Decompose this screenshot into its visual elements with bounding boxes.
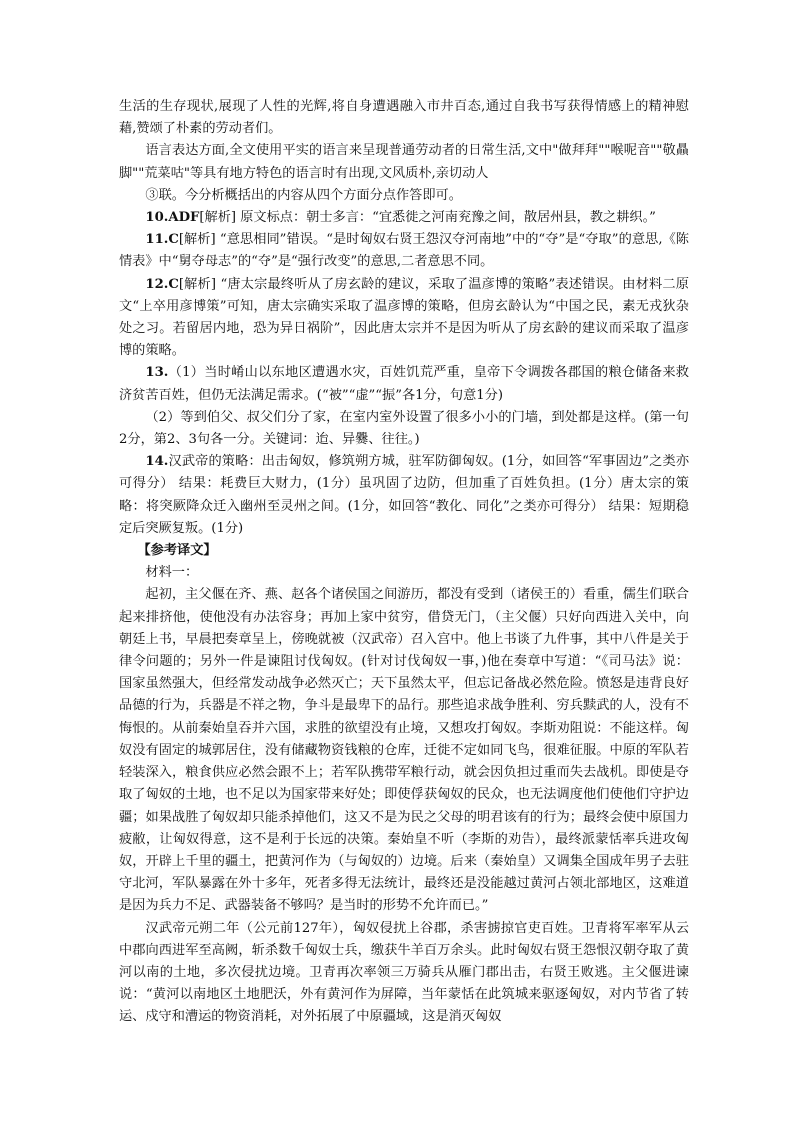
q12-text: [解析] “唐太宗最终听从了房玄龄的建议，采取了温彦博的策略”表述错误。由材料二原文“上卒用彦博策”可知，唐太宗确实采取了温彦博的策略，但房玄龄认为“中国之民，素无戎狄杂处之习。若留居内地，恐为异日祸阶”，因此唐太宗并不是因为听从了房玄龄的建议而采取了温彦博的策略。 — [119, 276, 689, 359]
q13-text-1: （1）当时崤山以东地区遭遇水灾，百姓饥荒严重，皇帝下令调拨各郡国的粮仓储备来救济贫苦百姓，但仍无法满足需求。(“被”“虚”“振”各1分，句意1分) — [119, 365, 689, 403]
answer-q13-part1 — [119, 362, 689, 406]
answer-q11 — [119, 229, 689, 273]
q11-number: 11.C — [145, 232, 179, 248]
q14-number: 14. — [145, 454, 169, 470]
q10-number: 10.ADF — [145, 210, 200, 226]
answer-q13-part2: （2）等到伯父、叔父们分了家，在室内室外设置了很多小小的门墙，到处都是这样。(第一句2分，第2、3句各一分。关键词：迨、异爨、往往。) — [119, 409, 689, 448]
answer-paragraph-1: 生活的生存现状,展现了人性的光辉,将自身遭遇融入市井百态,通过自我书写获得情感上的精神慰藉,赞颂了朴素的劳动者们。 — [119, 99, 689, 137]
translation-heading: 【参考译文】 — [137, 543, 217, 559]
q13-number: 13. — [145, 365, 169, 381]
q12-number: 12.C — [145, 276, 179, 292]
q10-text: [解析] 原文标点：朝士多言：“宜悉徙之河南兖豫之间，散居州县，教之耕织。” — [199, 210, 656, 226]
q14-text: 汉武帝的策略：出击匈奴，修筑朔方城，驻军防御匈奴。(1分，如回答“军事固边”之类亦可得分） 结果：耗费巨大财力，(1分）虽巩固了边防，但加重了百姓负担。(1分）唐太宗的策略：将突厥降众迁入幽州至灵州之间。(1分，如回答“教化、同化”之类亦可得分） 结果：短期稳定后突厥复叛。(1分) — [119, 454, 689, 536]
document-page — [119, 96, 689, 1029]
material-label: 材料一： — [145, 565, 199, 581]
answer-paragraph-2: 语言表达方面,全文使用平实的语言来呈现普通劳动者的日常生活,文中"做拜拜""喉呢音""敬贔脚""荒菜咕"等具有地方特色的语言时有出现,文风质朴,亲切动人 — [119, 143, 689, 181]
answer-q12 — [119, 274, 689, 363]
answer-q10 — [119, 207, 689, 229]
q11-text: [解析] “意思相同”错误。“是时匈奴右贤王怨汉夺河南地”中的“夺”是“夺取”的意思,《陈情表》中“舅夺母志”的“夺”是“强行改变”的意思,二者意思不同。 — [119, 232, 689, 270]
translation-paragraph-1: 起初，主父偃在齐、燕、赵各个诸侯国之间游历，都没有受到（诸侯王的）看重，儒生们联合起来排挤他，使他没有办法容身；再加上家中贫穷，借贷无门，（主父偃）只好向西进入关中，向朝廷上书，早晨把奏章呈上，傍晚就被（汉武帝）召入宫中。他上书谈了九件事，其中八件是关于律令问题的；另外一件是谏阻讨伐匈奴。(针对讨伐匈奴一事，)他在奏章中写道：“《司马法》说：国家虽然强大，但经常发动战争必然灭亡；天下虽然太平，但忘记备战必然危险。愤怒是违背良好品德的行为，兵器是不祥之物，争斗是最卑下的品行。那些追求战争胜利、穷兵黩武的人，没有不悔恨的。从前秦始皇吞并六国，求胜的欲望没有止境，又想攻打匈奴。李斯劝阻说：不能这样。匈奴没有固定的城郭居住，没有储藏物资钱粮的仓库，迁徙不定如同飞鸟，很难征服。中原的军队若轻装深入，粮食供应必然会跟不上；若军队携带军粮行动，就会因负担过重而失去战机。即使是夺取了匈奴的土地，也不足以为国家带来好处；即使俘获匈奴的民众，也无法调度他们使他们守护边疆；如果战胜了匈奴却只能杀掉他们，这又不是为民之父母的明君该有的行为；最终会使中原国力疲敝，让匈奴得意，这不是利于长远的决策。秦始皇不听（李斯的劝告），最终派蒙恬率兵进攻匈奴，开辟上千里的疆土，把黄河作为（与匈奴的）边境。后来（秦始皇）又调集全国成年男子去驻守北河，军队暴露在外十多年，死者多得无法统计，最终还是没能越过黄河占领北部地区，这难道是因为兵力不足、武器装备不够吗？是当时的形势不允许而已。” — [119, 587, 689, 914]
translation-paragraph-2: 汉武帝元朔二年（公元前127年），匈奴侵扰上谷郡，杀害掳掠官吏百姓。卫青将军率军从云中郡向西进军至高阙，斩杀数千匈奴士兵，缴获牛羊百万余头。此时匈奴右贤王怨恨汉朝夺取了黄河以南的土地，多次侵扰边境。卫青再次率领三万骑兵从雁门郡出击，右贤王败逃。主父偃进谏说：“黄河以南地区土地肥沃，外有黄河作为屏障，当年蒙恬在此筑城来驱逐匈奴，对内节省了转运、戍守和漕运的物资消耗，对外拓展了中原疆域，这是消灭匈奴 — [119, 920, 689, 1025]
answer-paragraph-3: ③联。今分析概括出的内容从四个方面分点作答即可。 — [145, 187, 462, 203]
answer-q14 — [119, 451, 689, 540]
